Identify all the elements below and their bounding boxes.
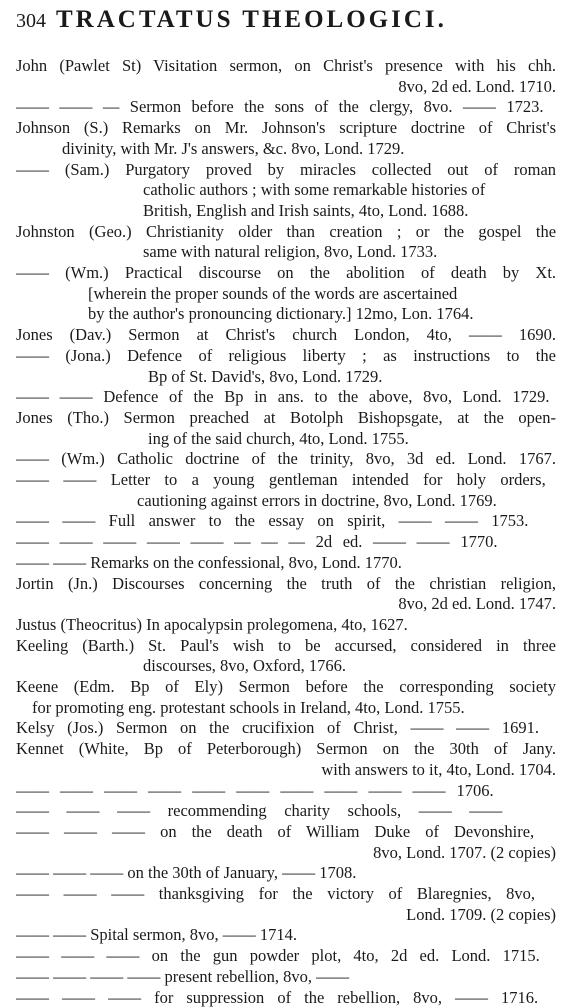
- catalogue-line: [16, 303, 556, 324]
- catalogue-line: [16, 386, 556, 407]
- catalogue-line: [16, 862, 556, 883]
- catalogue-line: [16, 200, 556, 221]
- catalogue-line-text: Kennet (White, Bp of Peterborough) Sermon on the 30th of Jany.: [16, 739, 556, 759]
- catalogue-line: [16, 738, 556, 759]
- catalogue-line-text: —— —— Full answer to the essay on spirit, —— —— 1753.: [16, 511, 529, 531]
- catalogue-line: [16, 366, 556, 387]
- catalogue-line-text: —— —— Letter to a young gentleman intended for holy orders,: [16, 470, 546, 489]
- catalogue-line: [16, 159, 556, 180]
- catalogue-line: [16, 676, 556, 697]
- catalogue-line: [16, 883, 556, 904]
- catalogue-line: [16, 448, 556, 469]
- catalogue-line: [16, 593, 556, 614]
- catalogue-line-text: Jortin (Jn.) Discourses concerning the truth of the christian religion,: [16, 573, 556, 593]
- catalogue-line: [16, 241, 556, 262]
- catalogue-line-text: same with natural religion, 8vo, Lond. 1733.: [143, 242, 438, 262]
- catalogue-line-text: 8vo, 2d ed. Lond. 1747.: [398, 594, 556, 614]
- catalogue-line: [16, 552, 556, 573]
- catalogue-line: [16, 262, 556, 283]
- catalogue-line-text: —— —— Defence of the Bp in ans. to the above, 8vo, Lond. 1729.: [16, 387, 550, 407]
- catalogue-line-text: —— —— —— for suppression of the rebellion, 8vo, —— 1716.: [16, 987, 539, 1007]
- catalogue-line: [16, 490, 556, 511]
- catalogue-line-text: ing of the said church, 4to, Lond. 1755.: [148, 428, 409, 448]
- catalogue-line-text: British, English and Irish saints, 4to, Lond. 1688.: [143, 200, 469, 220]
- catalogue-line: [16, 945, 556, 966]
- catalogue-line-text: —— —— —— recommending charity schools, —— ——: [16, 801, 503, 821]
- catalogue-line-text: —— —— Remarks on the confessional, 8vo, Lond. 1770.: [16, 552, 402, 572]
- catalogue-line-text: —— (Jona.) Defence of religious liberty ; as instructions to the: [16, 345, 556, 365]
- catalogue-line-text: —— —— —— thanksgiving for the victory of Blaregnies, 8vo,: [16, 884, 536, 903]
- page-header: [16, 6, 447, 42]
- catalogue-line-text: —— —— Spital sermon, 8vo, —— 1714.: [16, 925, 297, 945]
- catalogue-line: [16, 345, 556, 366]
- catalogue-line-text: —— —— — Sermon before the sons of the clergy, 8vo. —— 1723.: [16, 97, 544, 117]
- catalogue-line-text: divinity, with Mr. J's answers, &c. 8vo, Lond. 1729.: [62, 138, 405, 158]
- page-number: 304: [16, 10, 46, 32]
- catalogue-line: [16, 987, 556, 1008]
- catalogue-line-text: Lond. 1709. (2 copies): [406, 904, 556, 924]
- catalogue-line: [16, 76, 556, 97]
- catalogue-line: [16, 655, 556, 676]
- catalogue-line-text: Justus (Theocritus) In apocalypsin prolegomena, 4to, 1627.: [16, 614, 408, 634]
- catalogue-line-text: Johnston (Geo.) Christianity older than creation ; or the gospel the: [16, 221, 556, 241]
- catalogue-line-text: —— —— —— on the death of William Duke of Devonshire,: [16, 821, 535, 841]
- catalogue-line-text: Jones (Tho.) Sermon preached at Botolph Bishopsgate, at the open-: [16, 407, 556, 427]
- catalogue-line-text: by the author's pronouncing dictionary.] 12mo, Lon. 1764.: [88, 304, 474, 324]
- catalogue-line: [16, 138, 556, 159]
- catalogue-line-text: catholic authors ; with some remarkable histories of: [143, 180, 486, 200]
- catalogue-line: [16, 614, 556, 635]
- catalogue-line: [16, 428, 556, 449]
- catalogue-line-text: cautioning against errors in doctrine, 8vo, Lond. 1769.: [137, 490, 497, 510]
- page-title: TRACTATUS THEOLOGICI.: [56, 6, 447, 33]
- catalogue-line-text: 8vo, 2d ed. Lond. 1710.: [398, 76, 556, 96]
- catalogue-line-text: —— —— —— on the 30th of January, —— 1708.: [16, 863, 357, 883]
- catalogue-line: [16, 842, 556, 863]
- catalogue-line: [16, 407, 556, 428]
- catalogue-line: [16, 55, 556, 76]
- catalogue-line: [16, 469, 556, 490]
- catalogue-line-text: John (Pawlet St) Visitation sermon, on Christ's presence with his chh.: [16, 56, 556, 75]
- catalogue-line-text: discourses, 8vo, Oxford, 1766.: [143, 656, 347, 676]
- catalogue-line: [16, 96, 556, 117]
- catalogue-line: [16, 966, 556, 987]
- catalogue-line: [16, 510, 556, 531]
- catalogue-line: [16, 717, 556, 738]
- catalogue-line: [16, 117, 556, 138]
- catalogue-line: [16, 800, 556, 821]
- catalogue-line: [16, 821, 556, 842]
- catalogue-line: [16, 324, 556, 345]
- catalogue-line: [16, 635, 556, 656]
- catalogue-line-text: 8vo, Lond. 1707. (2 copies): [373, 842, 556, 862]
- catalogue-line: [16, 221, 556, 242]
- catalogue-line-text: —— (Wm.) Catholic doctrine of the trinity, 8vo, 3d ed. Lond. 1767.: [16, 449, 556, 469]
- catalogue-line-text: for promoting eng. protestant schools in Ireland, 4to, Lond. 1755.: [32, 697, 465, 717]
- catalogue-line-text: —— (Wm.) Practical discourse on the abolition of death by Xt.: [16, 263, 556, 282]
- catalogue-line: [16, 924, 556, 945]
- catalogue-line: [16, 531, 556, 552]
- catalogue-line-text: —— —— —— —— present rebellion, 8vo, ——: [16, 966, 350, 986]
- catalogue-line: [16, 573, 556, 594]
- catalogue-line-text: Keeling (Barth.) St. Paul's wish to be accursed, considered in three: [16, 635, 556, 655]
- catalogue-line-text: —— —— —— —— —— —— —— —— —— —— 1706.: [16, 780, 494, 800]
- catalogue-line-text: Jones (Dav.) Sermon at Christ's church London, 4to, —— 1690.: [16, 325, 556, 345]
- catalogue-line-text: Johnson (S.) Remarks on Mr. Johnson's scripture doctrine of Christ's: [16, 118, 556, 138]
- catalogue-line-text: Kelsy (Jos.) Sermon on the crucifixion of Christ, —— —— 1691.: [16, 718, 539, 738]
- catalogue-line-text: Bp of St. David's, 8vo, Lond. 1729.: [148, 366, 383, 386]
- catalogue-line-text: —— —— —— —— —— — — — 2d ed. —— —— 1770.: [16, 532, 498, 552]
- catalogue-line-text: —— (Sam.) Purgatory proved by miracles collected out of roman: [16, 159, 556, 179]
- catalogue-line: [16, 780, 556, 801]
- catalogue-line: [16, 283, 556, 304]
- catalogue-line: [16, 759, 556, 780]
- catalogue-line-text: —— —— —— on the gun powder plot, 4to, 2d ed. Lond. 1715.: [16, 946, 540, 966]
- catalogue-line-text: with answers to it, 4to, Lond. 1704.: [321, 759, 556, 779]
- catalogue-line: [16, 179, 556, 200]
- catalogue-line-text: Keene (Edm. Bp of Ely) Sermon before the corresponding society: [16, 677, 556, 696]
- catalogue-line-text: [wherein the proper sounds of the words are ascertained: [88, 283, 458, 303]
- catalogue-line: [16, 904, 556, 925]
- catalogue-line: [16, 697, 556, 718]
